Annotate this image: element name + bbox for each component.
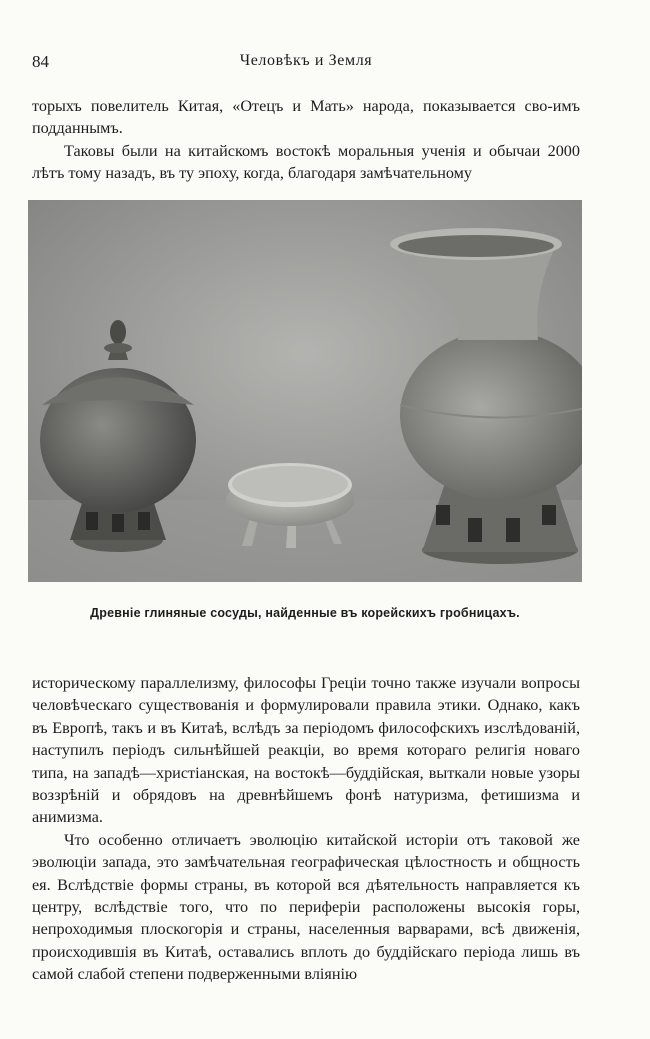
- clay-vessels-photo: [28, 200, 582, 582]
- paragraph: Что особенно отличаетъ эволюцію китайской исторіи отъ таковой же эволюціи запада, это замѣчательная географическая цѣлостность и общность ея. Вслѣдствіе формы страны, въ которой вся дѣятельность направляется къ центру, вслѣдствіе того, что по периферіи расположены высокія горы, непроходимыя плоскогорія и страны, населенныя варварами, всѣ движенія, происходившія въ Китаѣ, оставались вплоть до буддійскаго періода лишь въ самой слабой степени подверженными вліянію: [32, 830, 580, 984]
- tripod-dish: [226, 463, 354, 548]
- running-title: Человѣкъ и Земля: [239, 52, 373, 69]
- top-text: [32, 95, 580, 185]
- bottom-text: [32, 672, 580, 986]
- paragraph-continuation: торыхъ повелитель Китая, «Отецъ и Мать» народа, показывается сво-имъ подданнымъ.: [32, 97, 580, 138]
- paragraph-continuation: историческому параллелизму, философы Греціи точно также изучали вопросы человѣческаго существованія и формулировали правила этики. Однако, какъ въ Европѣ, такъ и въ Китаѣ, вслѣдъ за періодомъ философскихъ изслѣдованій, наступилъ періодъ сильнѣйшей реакціи, во время котораго религія новаго типа, на западѣ—христіанская, на востокѣ—буддійская, выткали новые узоры воззрѣній и обрядовъ на древнѣйшемъ фонѣ натуризма, фетишизма и анимизма.: [32, 674, 580, 827]
- paragraph: Таковы были на китайскомъ востокѣ моральныя ученія и обычаи 2000 лѣтъ тому назадъ, въ ту эпоху, когда, благодаря замѣчательному: [32, 141, 580, 183]
- figure-photograph: [28, 200, 582, 582]
- page-number: 84: [32, 52, 49, 71]
- page-header: [32, 52, 580, 76]
- figure-caption: Древніе глиняные сосуды, найденные въ корейскихъ гробницахъ.: [90, 606, 520, 620]
